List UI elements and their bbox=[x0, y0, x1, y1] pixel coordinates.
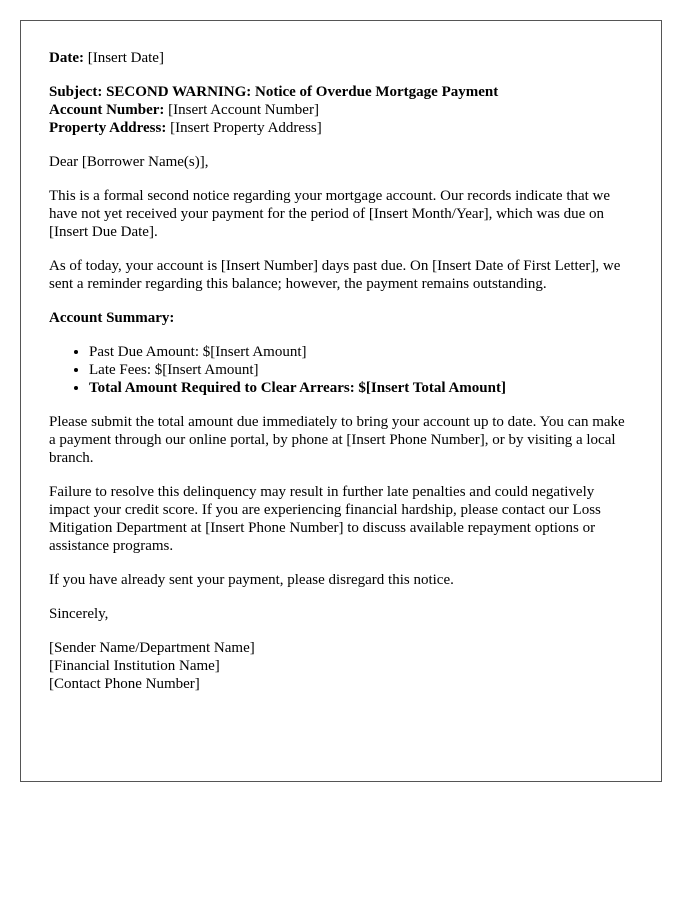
paragraph: If you have already sent your payment, please disregard this notice. bbox=[49, 572, 454, 588]
header-block: Subject: SECOND WARNING: Notice of Overdue Mortgage Payment Account Number: [Insert Account Number] Property Address: [Insert Property Address] bbox=[49, 84, 499, 136]
paragraph: Failure to resolve this delinquency may result in further late penalties and could negatively impact your credit score. If you are experiencing financial hardship, please contact our Loss Mitigation Department at [Insert Phone Number] to discuss available repayment options or assistance programs. bbox=[49, 484, 601, 554]
summary-list bbox=[49, 343, 633, 397]
paragraph: This is a formal second notice regarding your mortgage account. Our records indicate that we have not yet received your payment for the period of [Insert Month/Year], which was due on [Insert Due Date]. bbox=[49, 188, 611, 240]
signature-block: [Sender Name/Department Name] [Financial Institution Name] [Contact Phone Number] bbox=[49, 640, 255, 692]
account-number: [Insert Account Number] bbox=[168, 102, 319, 118]
property-address: [Insert Property Address] bbox=[170, 120, 322, 136]
date-line: Date: [Insert Date] bbox=[49, 50, 164, 66]
salutation: Dear [Borrower Name(s)], bbox=[49, 154, 209, 170]
list-item: • Past Due Amount: $[Insert Amount] bbox=[89, 343, 633, 361]
paragraph: As of today, your account is [Insert Number] days past due. On [Insert Date of First Letter], we sent a reminder regarding this balance; however, the payment remains outstanding. bbox=[49, 258, 621, 292]
letter bbox=[20, 20, 662, 782]
subject-line: Subject: SECOND WARNING: Notice of Overdue Mortgage Payment bbox=[49, 84, 499, 100]
list-item: • Total Amount Required to Clear Arrears: $[Insert Total Amount] bbox=[89, 379, 633, 397]
summary-heading: Account Summary: bbox=[49, 310, 175, 326]
closing: Sincerely, bbox=[49, 606, 109, 622]
list-item: • Late Fees: $[Insert Amount] bbox=[89, 361, 633, 379]
paragraph: Please submit the total amount due immediately to bring your account up to date. You can make a payment through our online portal, by phone at [Insert Phone Number], or by visiting a local branch. bbox=[49, 414, 625, 466]
